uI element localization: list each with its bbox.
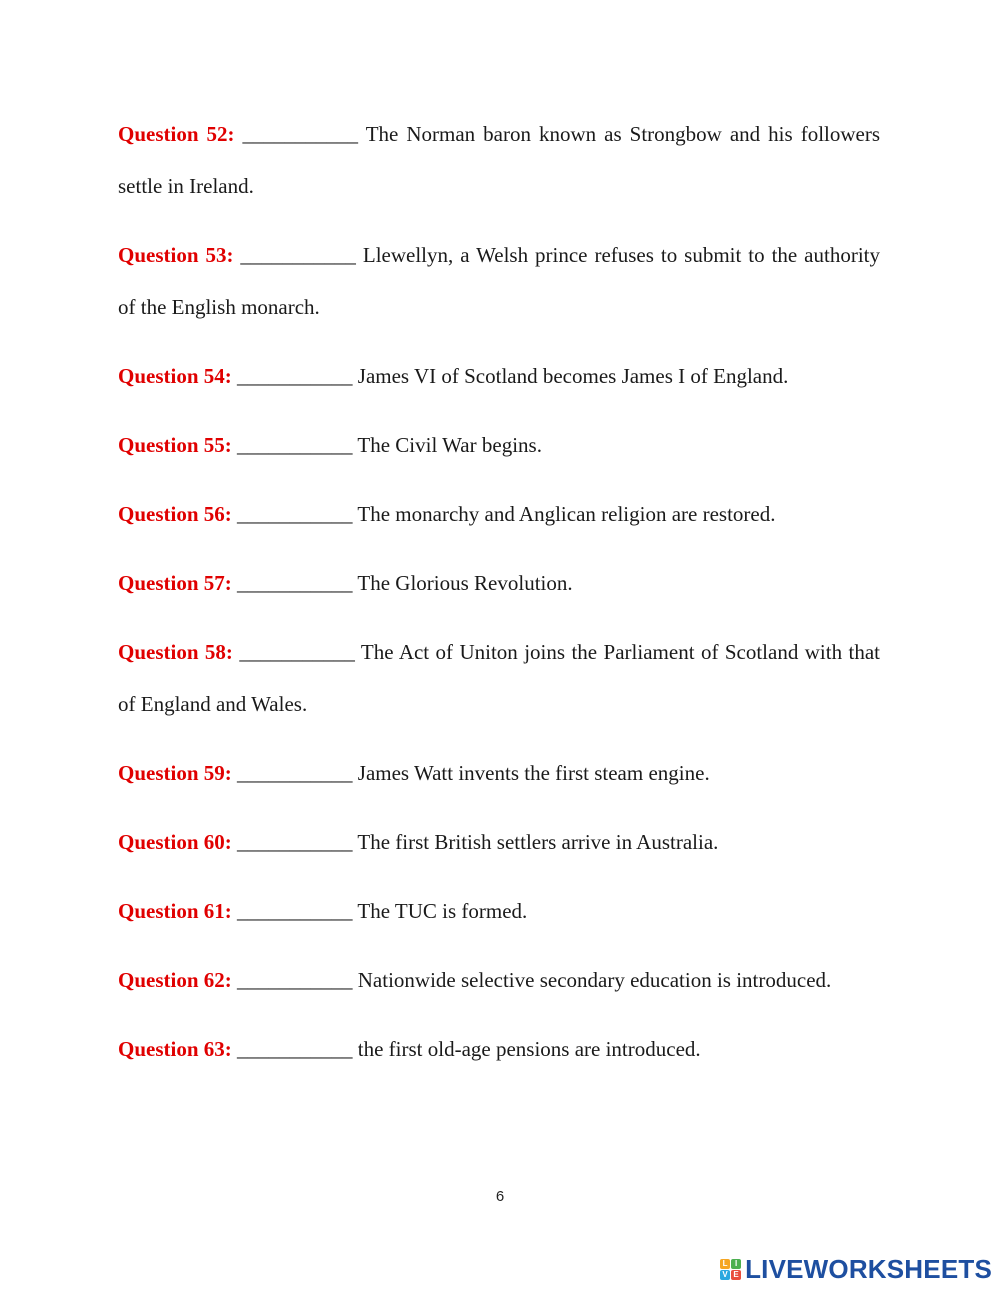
question-label: Question 63: bbox=[118, 1037, 232, 1061]
question-text: The first British settlers arrive in Australia. bbox=[357, 830, 719, 854]
question-55 bbox=[118, 419, 880, 471]
question-label: Question 52: bbox=[118, 122, 235, 146]
question-text: Nationwide selective secondary education is introduced. bbox=[357, 968, 832, 992]
answer-blank[interactable]: ___________ bbox=[237, 502, 353, 526]
liveworksheets-logo-icon bbox=[720, 1259, 741, 1280]
question-54 bbox=[118, 350, 880, 402]
logo-cell: L bbox=[720, 1259, 730, 1269]
question-label: Question 59: bbox=[118, 761, 232, 785]
answer-blank[interactable]: ___________ bbox=[239, 640, 355, 664]
question-52 bbox=[118, 108, 880, 212]
question-text: The monarchy and Anglican religion are restored. bbox=[357, 502, 776, 526]
question-label: Question 53: bbox=[118, 243, 234, 267]
question-text: Llewellyn, a Welsh prince refuses to submit to the authority of the English monarch. bbox=[118, 243, 880, 319]
logo-cell: E bbox=[731, 1270, 741, 1280]
question-57 bbox=[118, 557, 880, 609]
question-56 bbox=[118, 488, 880, 540]
answer-blank[interactable]: ___________ bbox=[237, 761, 353, 785]
question-label: Question 60: bbox=[118, 830, 232, 854]
answer-blank[interactable]: ___________ bbox=[240, 243, 356, 267]
question-label: Question 57: bbox=[118, 571, 232, 595]
question-label: Question 56: bbox=[118, 502, 232, 526]
question-61 bbox=[118, 885, 880, 937]
answer-blank[interactable]: ___________ bbox=[237, 968, 353, 992]
answer-blank[interactable]: ___________ bbox=[237, 364, 353, 388]
question-label: Question 58: bbox=[118, 640, 233, 664]
question-label: Question 55: bbox=[118, 433, 232, 457]
question-58 bbox=[118, 626, 880, 730]
answer-blank[interactable]: ___________ bbox=[237, 899, 353, 923]
answer-blank[interactable]: ___________ bbox=[237, 1037, 353, 1061]
question-text: The Norman baron known as Strongbow and his followers settle in Ireland. bbox=[118, 122, 881, 198]
logo-cell: V bbox=[720, 1270, 730, 1280]
question-59 bbox=[118, 747, 880, 799]
answer-blank[interactable]: ___________ bbox=[237, 571, 353, 595]
logo-cell: I bbox=[731, 1259, 741, 1269]
question-text: James Watt invents the first steam engine. bbox=[357, 761, 710, 785]
answer-blank[interactable]: ___________ bbox=[242, 122, 359, 146]
question-62 bbox=[118, 954, 880, 1006]
question-text: The TUC is formed. bbox=[357, 899, 528, 923]
answer-blank[interactable]: ___________ bbox=[237, 830, 353, 854]
brand-name: LIVEWORKSHEETS bbox=[745, 1253, 992, 1284]
question-label: Question 62: bbox=[118, 968, 232, 992]
answer-blank[interactable]: ___________ bbox=[237, 433, 353, 457]
page-number: 6 bbox=[495, 1188, 505, 1205]
question-label: Question 61: bbox=[118, 899, 232, 923]
question-63 bbox=[118, 1023, 880, 1075]
liveworksheets-brand[interactable] bbox=[720, 1252, 992, 1286]
question-text: the first old-age pensions are introduced. bbox=[357, 1037, 701, 1061]
question-53 bbox=[118, 229, 880, 333]
question-text: The Civil War begins. bbox=[357, 433, 542, 457]
question-text: The Glorious Revolution. bbox=[357, 571, 573, 595]
question-label: Question 54: bbox=[118, 364, 232, 388]
question-60 bbox=[118, 816, 880, 868]
question-text: James VI of Scotland becomes James I of England. bbox=[357, 364, 789, 388]
question-text: The Act of Uniton joins the Parliament of Scotland with that of England and Wales. bbox=[118, 640, 881, 716]
question-list bbox=[118, 108, 880, 1092]
